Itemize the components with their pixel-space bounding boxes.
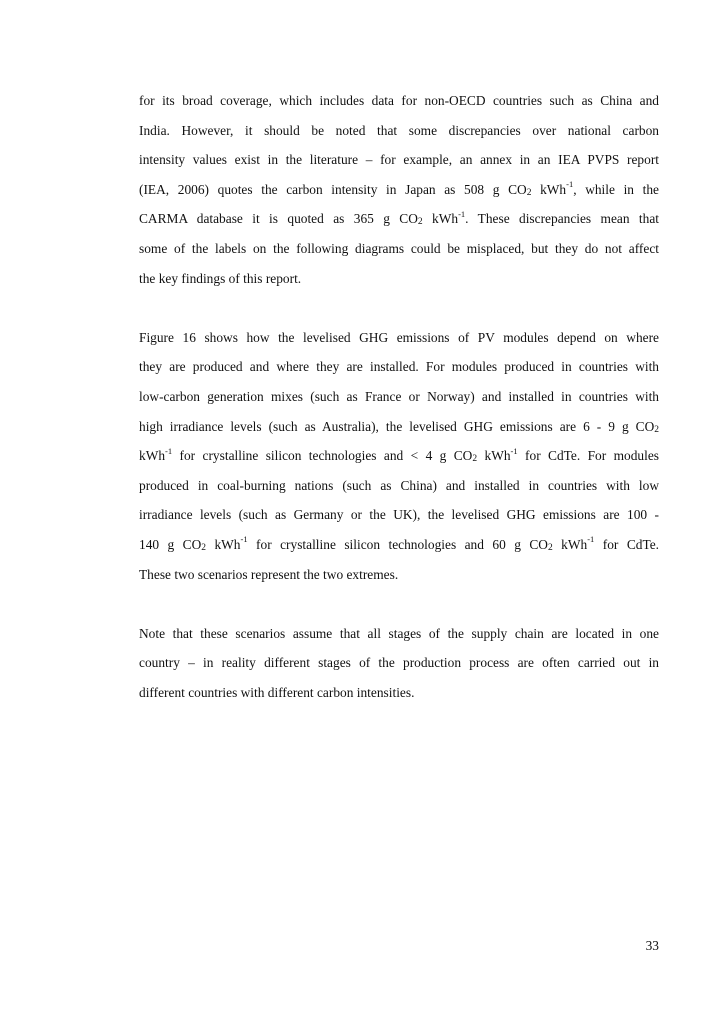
text-line: some of the labels on the following diagrams could be misplaced, but they do not affect	[139, 240, 659, 256]
text-line: kWh$^{-1}$ for crystalline silicon technologies and < 4 g $CO_2$ kWh$^{-1}$ for CdTe. For modules	[139, 445, 659, 465]
text-line: Figure 16 shows how the levelised GHG emissions of PV modules depend on where	[139, 329, 659, 345]
text-line: irradiance levels (such as Germany or the UK), the levelised GHG emissions are 100 -	[139, 507, 659, 523]
text-line: high irradiance levels (such as Australia), the levelised GHG emissions are 6 - 9 g $CO_2$	[139, 418, 659, 435]
text-line: they are produced and where they are installed. For modules produced in countries with	[139, 359, 659, 375]
text-line: 140 g $CO_2$ kWh$^{-1}$ for crystalline silicon technologies and 60 g $CO_2$ kWh$^{-1}$ for CdTe.	[139, 534, 659, 553]
text-line: low-carbon generation mixes (such as France or Norway) and installed in countries with	[139, 388, 659, 404]
text-line: Note that these scenarios assume that all stages of the supply chain are located in one	[139, 625, 659, 641]
body-text	[139, 86, 659, 707]
text-line: (IEA, 2006) quotes the carbon intensity in Japan as 508 g $CO_2$ kWh$^{-1}$, while in the	[139, 179, 659, 198]
text-line: CARMA database it is quoted as 365 g $CO_2$ kWh$^{-1}$. These discrepancies mean that	[139, 208, 659, 228]
text-line: India. However, it should be noted that some discrepancies over national carbon	[139, 122, 659, 138]
text-line: for its broad coverage, which includes data for non-OECD countries such as China and	[139, 93, 659, 108]
paragraph-figure-16	[139, 323, 659, 589]
paragraph-supply-chain-note	[139, 619, 659, 708]
text-line: produced in coal-burning nations (such as China) and installed in countries with low	[139, 477, 659, 493]
text-line: These two scenarios represent the two extremes.	[139, 566, 399, 582]
text-line: the key findings of this report.	[139, 270, 302, 286]
text-line: intensity values exist in the literature – for example, an annex in an IEA PVPS report	[139, 152, 659, 168]
paragraph-carbon-intensity	[139, 86, 659, 293]
text-line: different countries with different carbon intensities.	[139, 684, 415, 700]
page-number: 33	[645, 938, 659, 953]
text-line: country – in reality different stages of the production process are often carried out in	[139, 655, 659, 671]
